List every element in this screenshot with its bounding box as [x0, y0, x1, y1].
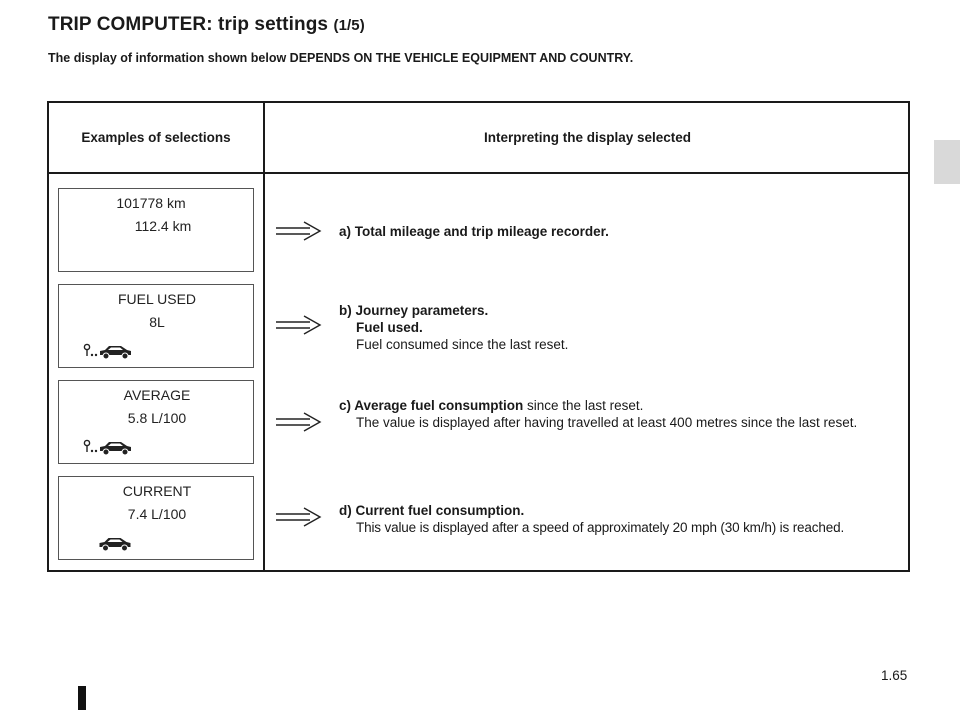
screen-line-1: AVERAGE [123, 387, 191, 403]
description-text: Fuel consumed since the last reset. [356, 337, 569, 352]
screen-line-2: 8L [149, 314, 165, 330]
margin-bar [78, 686, 86, 710]
description-text: The value is displayed after having travelled at least 400 metres since the last reset. [356, 415, 858, 430]
description-label: c) Average fuel consumption [339, 398, 524, 413]
screen-line-1: FUEL USED [117, 291, 197, 307]
double-arrow-icon [276, 506, 324, 528]
page-part: (1/5) [333, 17, 365, 34]
double-arrow-icon [276, 314, 324, 336]
display-screen-fuel-used [58, 284, 254, 368]
screen-line-1: CURRENT [122, 483, 192, 499]
display-screen-average [58, 380, 254, 464]
column-header-interpretation: Interpreting the display selected [483, 130, 692, 145]
screen-line-2: 112.4 km [134, 218, 192, 234]
header-divider [47, 172, 910, 174]
description-fuel-used [339, 302, 909, 353]
description-current [339, 502, 909, 536]
description-label: a) Total mileage and trip mileage recorder. [339, 224, 609, 239]
description-average [339, 397, 909, 431]
page-number: 1.65 [881, 668, 908, 683]
screen-line-2: 7.4 L/100 [127, 506, 187, 522]
fuel-pump-car-icon [83, 437, 133, 457]
description-text: This value is displayed after a speed of approximately 20 mph (30 km/h) is reached. [356, 520, 845, 535]
description-label: b) Journey parameters. [339, 303, 489, 318]
description-mileage [339, 223, 909, 240]
description-sublabel: Fuel used. [356, 320, 423, 335]
fuel-pump-car-icon [83, 341, 133, 361]
description-inline: since the last reset. [523, 398, 644, 413]
double-arrow-icon [276, 220, 324, 242]
screen-line-2: 5.8 L/100 [127, 410, 187, 426]
description-label: d) Current fuel consumption. [339, 503, 525, 518]
page-subtitle: The display of information shown below DEPENDS ON THE VEHICLE EQUIPMENT AND COUNTRY. [48, 51, 634, 65]
double-arrow-icon [276, 411, 324, 433]
display-screen-current [58, 476, 254, 560]
display-screen-mileage [58, 188, 254, 272]
column-header-examples: Examples of selections [81, 130, 231, 145]
car-icon [95, 533, 135, 553]
screen-line-1: 101778 km [116, 195, 186, 211]
section-tab [934, 140, 960, 184]
page-title: TRIP COMPUTER: trip settings (1/5) [48, 14, 365, 35]
